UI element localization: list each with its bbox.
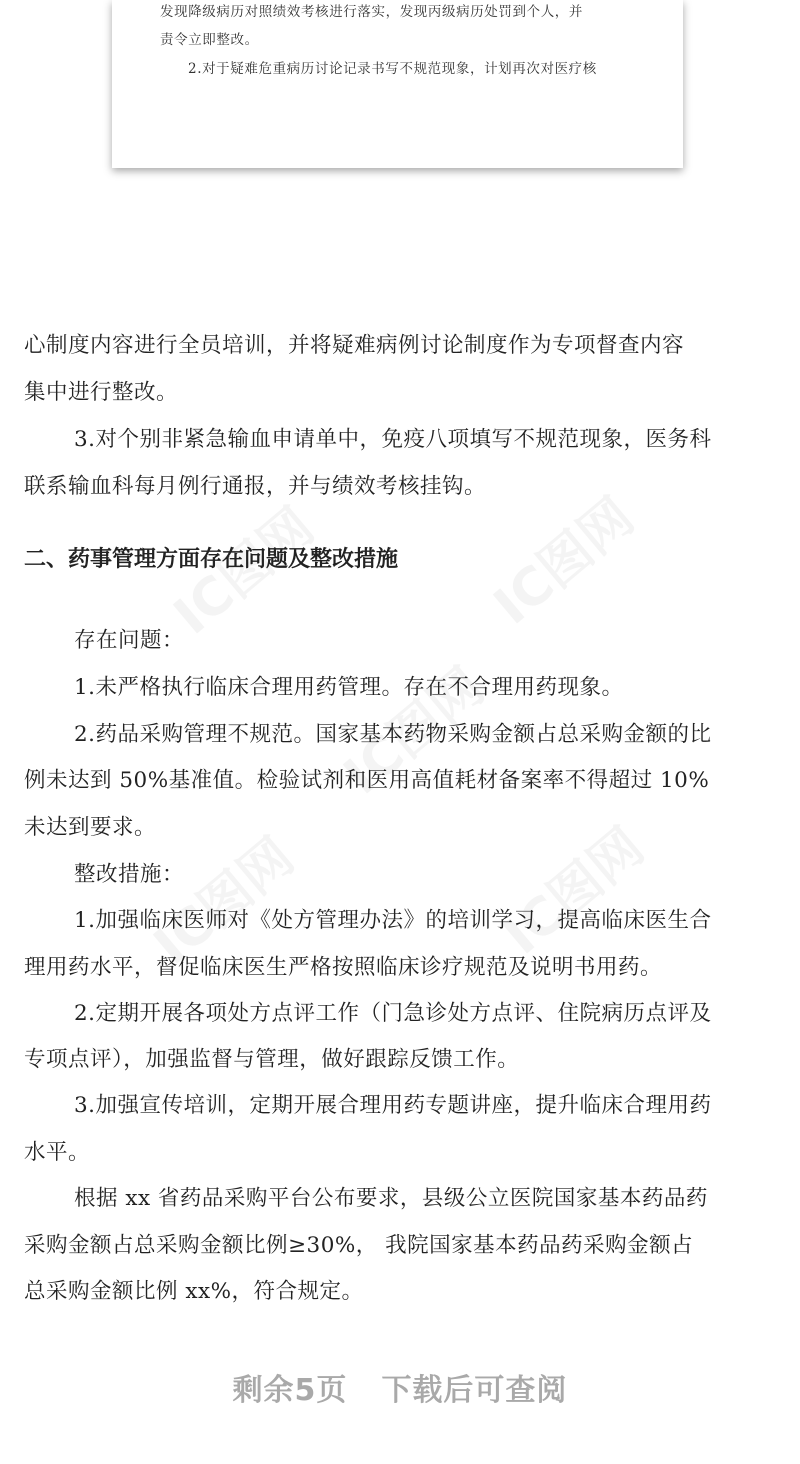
- body-text-line: 未达到要求。: [24, 815, 157, 840]
- remaining-pages-label: 剩余5页: [232, 1373, 348, 1408]
- preview-line: 责令立即整改。: [160, 32, 259, 48]
- preview-line: 发现降级病历对照绩效考核进行落实，发现丙级病历处罚到个人，并: [160, 4, 583, 20]
- watermark: [485, 807, 657, 968]
- body-text-line: 3.对个别非紧急输血申请单中，免疫八项填写不规范现象，医务科: [74, 427, 712, 452]
- section-heading: 二、药事管理方面存在问题及整改措施: [24, 547, 399, 572]
- body-text-line: 采购金额占总采购金额比例≥30%， 我院国家基本药品药采购金额占: [24, 1233, 694, 1258]
- body-text-line: 2.药品采购管理不规范。国家基本药物采购金额占总采购金额的比: [74, 722, 712, 747]
- body-text-line: 2.定期开展各项处方点评工作（门急诊处方点评、住院病历点评及: [74, 1001, 712, 1026]
- download-prompt[interactable]: [0, 1365, 800, 1409]
- watermark: [475, 477, 647, 638]
- issues-label: 存在问题：: [74, 628, 185, 653]
- body-text-line: 集中进行整改。: [24, 380, 179, 405]
- body-text-line: 1.加强临床医师对《处方管理办法》的培训学习，提高临床医生合: [74, 908, 712, 933]
- body-text-line: 心制度内容进行全员培训，并将疑难病例讨论制度作为专项督查内容: [24, 333, 685, 358]
- body-text-line: 例未达到 50%基准值。检验试剂和医用高值耗材备案率不得超过 10%: [24, 768, 710, 793]
- body-text-line: 联系输血科每月例行通报，并与绩效考核挂钩。: [24, 474, 487, 499]
- body-text-line: 根据 xx 省药品采购平台公布要求，县级公立医院国家基本药品药: [74, 1186, 708, 1211]
- body-text-line: 总采购金额比例 xx%，符合规定。: [24, 1279, 364, 1304]
- download-to-view-label: 下载后可查阅: [381, 1373, 568, 1408]
- body-text-line: 专项点评），加强监督与管理，做好跟踪反馈工作。: [24, 1047, 520, 1072]
- body-text-line: 水平。: [24, 1140, 91, 1165]
- measures-label: 整改措施：: [74, 862, 185, 887]
- body-text-line: 理用药水平，督促临床医生严格按照临床诊疗规范及说明书用药。: [24, 955, 663, 980]
- preview-line: 2.对于疑难危重病历讨论记录书写不规范现象，计划再次对医疗核: [188, 61, 597, 77]
- body-text-line: 3.加强宣传培训，定期开展合理用药专题讲座，提升临床合理用药: [74, 1093, 712, 1118]
- body-text-line: 1.未严格执行临床合理用药管理。存在不合理用药现象。: [74, 675, 624, 700]
- page-preview-card: [112, 0, 683, 168]
